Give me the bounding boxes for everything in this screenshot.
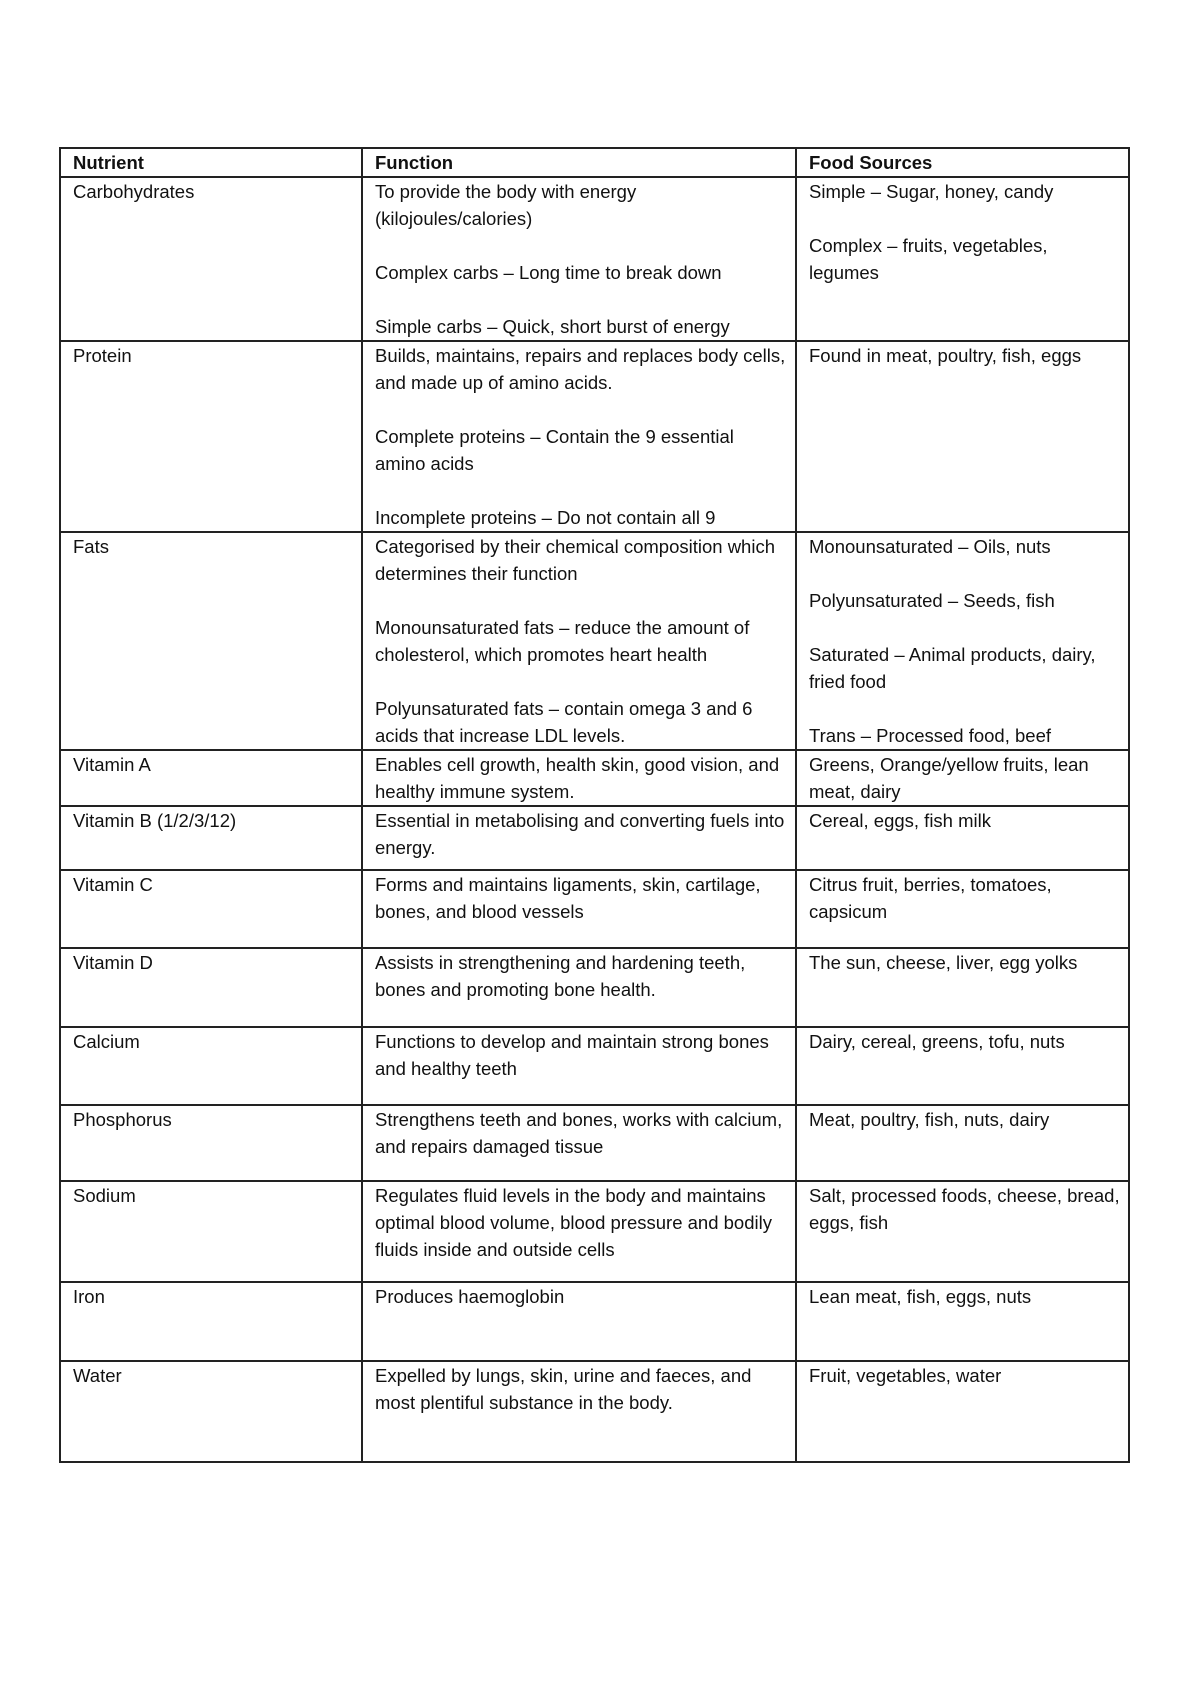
function-paragraph: Produces haemoglobin	[375, 1286, 565, 1307]
food-sources-cell	[796, 1027, 1129, 1105]
paragraph-gap	[375, 477, 787, 504]
table-row	[60, 1181, 1129, 1282]
table-row	[60, 341, 1129, 532]
function-paragraph: Functions to develop and maintain strong bones and healthy teeth	[375, 1031, 769, 1079]
nutrient-cell: Iron	[60, 1282, 362, 1361]
table-row	[60, 1105, 1129, 1181]
table-header	[60, 148, 1129, 177]
function-cell	[362, 177, 796, 341]
function-paragraph: Assists in strengthening and hardening teeth, bones and promoting bone health.	[375, 952, 746, 1000]
food-source-paragraph: Monounsaturated – Oils, nuts	[809, 536, 1051, 557]
food-sources-cell	[796, 806, 1129, 870]
function-paragraph: Forms and maintains ligaments, skin, cartilage, bones, and blood vessels	[375, 874, 761, 922]
table-row	[60, 177, 1129, 341]
paragraph-gap	[375, 396, 787, 423]
food-source-paragraph: Fruit, vegetables, water	[809, 1365, 1002, 1386]
nutrient-cell: Vitamin D	[60, 948, 362, 1027]
function-paragraph: Simple carbs – Quick, short burst of energy	[375, 316, 730, 337]
function-cell	[362, 750, 796, 806]
food-source-paragraph: Complex – fruits, vegetables, legumes	[809, 235, 1048, 283]
header-nutrient: Nutrient	[60, 148, 362, 177]
function-paragraph: Enables cell growth, health skin, good vision, and healthy immune system.	[375, 754, 780, 802]
table-row	[60, 1282, 1129, 1361]
function-paragraph: Categorised by their chemical composition which determines their function	[375, 536, 775, 584]
nutrient-cell: Vitamin C	[60, 870, 362, 948]
food-source-paragraph: Greens, Orange/yellow fruits, lean meat, dairy	[809, 754, 1089, 802]
paragraph-gap	[375, 587, 787, 614]
food-sources-cell	[796, 870, 1129, 948]
function-paragraph: To provide the body with energy (kilojoules/calories)	[375, 181, 637, 229]
paragraph-gap	[809, 695, 1120, 722]
food-source-paragraph: Saturated – Animal products, dairy, fried food	[809, 644, 1096, 692]
table-row	[60, 750, 1129, 806]
nutrient-cell: Vitamin B (1/2/3/12)	[60, 806, 362, 870]
function-cell	[362, 1181, 796, 1282]
function-paragraph: Incomplete proteins – Do not contain all 9	[375, 507, 716, 528]
table-row	[60, 870, 1129, 948]
food-source-paragraph: Salt, processed foods, cheese, bread, eggs, fish	[809, 1185, 1120, 1233]
function-paragraph: Expelled by lungs, skin, urine and faeces, and most plentiful substance in the body.	[375, 1365, 752, 1413]
table-row	[60, 1027, 1129, 1105]
function-paragraph: Builds, maintains, repairs and replaces body cells, and made up of amino acids.	[375, 345, 786, 393]
nutrient-cell: Calcium	[60, 1027, 362, 1105]
table-row	[60, 532, 1129, 750]
header-row	[60, 148, 1129, 177]
food-source-paragraph: Trans – Processed food, beef	[809, 725, 1052, 746]
food-sources-cell	[796, 177, 1129, 341]
function-cell	[362, 806, 796, 870]
food-source-paragraph: Lean meat, fish, eggs, nuts	[809, 1286, 1032, 1307]
nutrient-cell: Water	[60, 1361, 362, 1462]
function-cell	[362, 870, 796, 948]
nutrient-cell: Fats	[60, 532, 362, 750]
table-row	[60, 806, 1129, 870]
header-function: Function	[362, 148, 796, 177]
food-source-paragraph: Found in meat, poultry, fish, eggs	[809, 345, 1082, 366]
food-source-paragraph: Dairy, cereal, greens, tofu, nuts	[809, 1031, 1065, 1052]
food-sources-cell	[796, 1282, 1129, 1361]
food-sources-cell	[796, 341, 1129, 532]
food-source-paragraph: Meat, poultry, fish, nuts, dairy	[809, 1109, 1050, 1130]
food-source-paragraph: The sun, cheese, liver, egg yolks	[809, 952, 1078, 973]
function-cell	[362, 532, 796, 750]
table-row	[60, 948, 1129, 1027]
function-paragraph: Complete proteins – Contain the 9 essential amino acids	[375, 426, 734, 474]
function-cell	[362, 1282, 796, 1361]
function-paragraph: Regulates fluid levels in the body and maintains optimal blood volume, blood pressure and bodily fluids inside and outside cells	[375, 1185, 772, 1260]
food-source-paragraph: Polyunsaturated – Seeds, fish	[809, 590, 1055, 611]
nutrient-cell: Sodium	[60, 1181, 362, 1282]
function-cell	[362, 341, 796, 532]
function-cell	[362, 948, 796, 1027]
function-cell	[362, 1361, 796, 1462]
food-sources-cell	[796, 750, 1129, 806]
function-paragraph: Essential in metabolising and converting fuels into energy.	[375, 810, 785, 858]
food-source-paragraph: Cereal, eggs, fish milk	[809, 810, 991, 831]
function-paragraph: Strengthens teeth and bones, works with calcium, and repairs damaged tissue	[375, 1109, 783, 1157]
nutrient-cell: Protein	[60, 341, 362, 532]
food-source-paragraph: Citrus fruit, berries, tomatoes, capsicum	[809, 874, 1052, 922]
paragraph-gap	[809, 614, 1120, 641]
function-paragraph: Complex carbs – Long time to break down	[375, 262, 722, 283]
nutrient-table	[59, 147, 1130, 1463]
nutrient-cell: Carbohydrates	[60, 177, 362, 341]
food-sources-cell	[796, 1361, 1129, 1462]
table-row	[60, 1361, 1129, 1462]
food-sources-cell	[796, 1105, 1129, 1181]
paragraph-gap	[375, 286, 787, 313]
paragraph-gap	[809, 560, 1120, 587]
nutrient-cell: Phosphorus	[60, 1105, 362, 1181]
function-paragraph: Polyunsaturated fats – contain omega 3 and 6 acids that increase LDL levels.	[375, 698, 753, 746]
function-cell	[362, 1105, 796, 1181]
paragraph-gap	[375, 668, 787, 695]
paragraph-gap	[375, 232, 787, 259]
food-sources-cell	[796, 948, 1129, 1027]
table-body	[60, 177, 1129, 1462]
function-cell	[362, 1027, 796, 1105]
food-sources-cell	[796, 1181, 1129, 1282]
function-paragraph: Monounsaturated fats – reduce the amount of cholesterol, which promotes heart health	[375, 617, 750, 665]
header-food-sources: Food Sources	[796, 148, 1129, 177]
paragraph-gap	[809, 205, 1120, 232]
nutrient-cell: Vitamin A	[60, 750, 362, 806]
food-sources-cell	[796, 532, 1129, 750]
food-source-paragraph: Simple – Sugar, honey, candy	[809, 181, 1054, 202]
